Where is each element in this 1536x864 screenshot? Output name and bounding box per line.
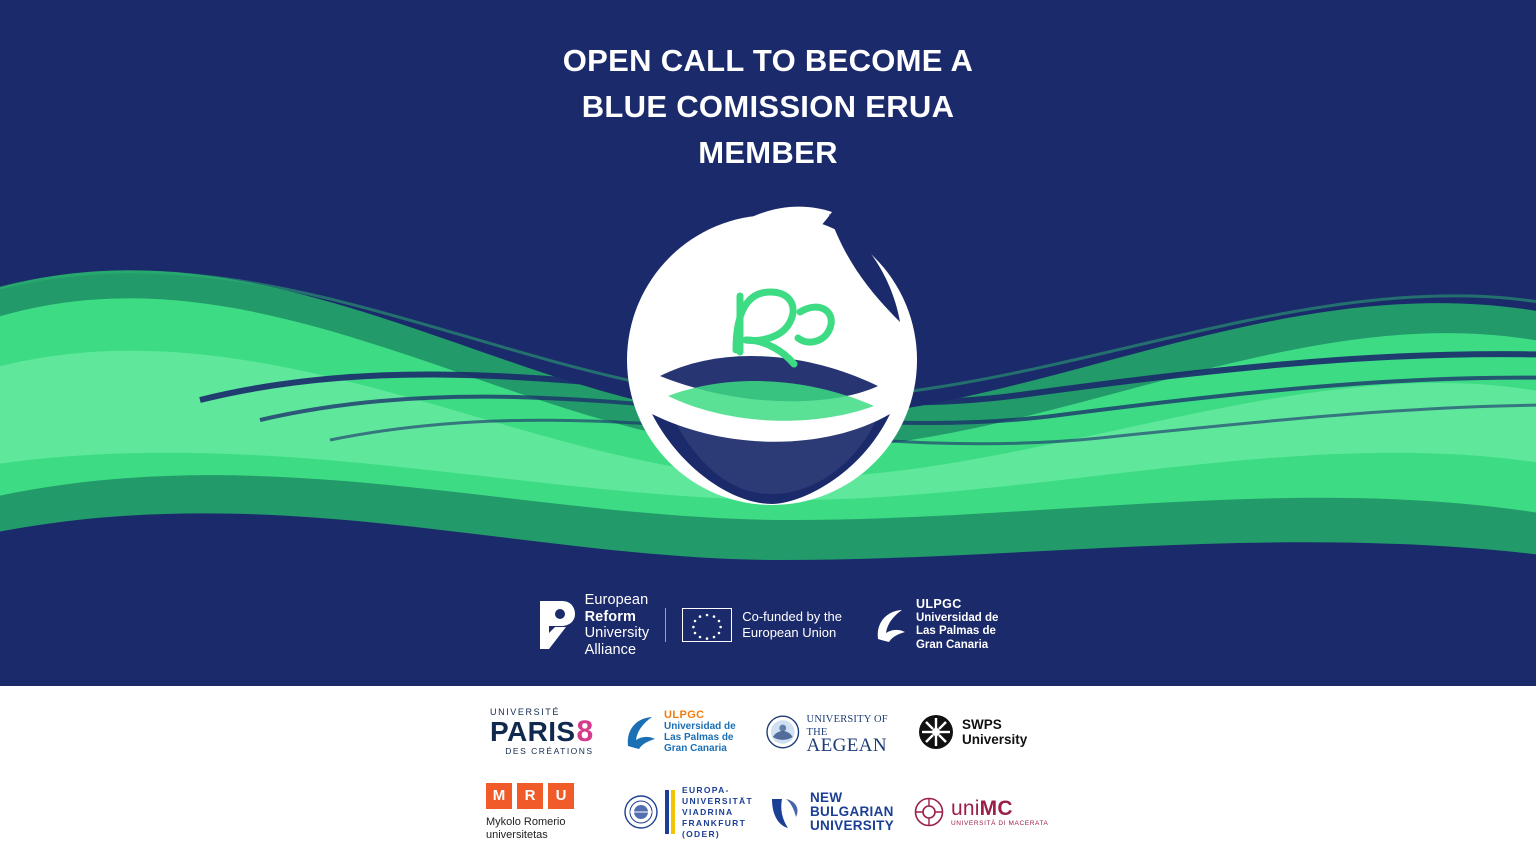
viadrina-line-2: UNIVERSITÄT xyxy=(682,795,753,806)
unimc-main-b: MC xyxy=(979,796,1013,820)
ulpgc-line-3: Las Palmas de xyxy=(664,732,734,743)
ulpgc-line-4: Gran Canaria xyxy=(664,743,727,754)
viadrina-line-3: VIADRINA xyxy=(682,806,734,817)
erua-line-1: European xyxy=(584,592,649,608)
paris8-main-text: PARIS xyxy=(490,716,576,748)
ulpgc-line-1: ULPGC xyxy=(664,709,705,721)
eu-line-1: Co-funded by the xyxy=(742,609,842,624)
ulpgc-logo-white xyxy=(858,598,998,652)
swps-mark-icon xyxy=(918,714,954,750)
unimc-sub: UNIVERSITÀ DI MACERATA xyxy=(951,819,1049,827)
mru-letter-boxes xyxy=(486,783,574,809)
swps-line-1: SWPS xyxy=(962,717,1002,732)
viadrina-line-1: EUROPA- xyxy=(682,784,730,795)
ulpgc-white-line-2: Universidad de xyxy=(915,611,999,624)
ulpgc-white-line-4: Gran Canaria xyxy=(915,638,989,651)
nbu-line-2: BULGARIAN xyxy=(810,804,894,819)
partner-logo-new-bulgarian-university xyxy=(760,774,910,850)
partner-logo-universite-paris-8 xyxy=(468,694,618,770)
erua-line-2: Reform xyxy=(584,608,636,625)
mru-letter-m: M xyxy=(486,783,512,809)
mru-letter-r: R xyxy=(517,783,543,809)
funder-logo-row xyxy=(0,580,1536,670)
erua-logo-text xyxy=(585,592,650,658)
eu-cofunded-text xyxy=(742,609,842,641)
ulpgc-line-2: Universidad de xyxy=(664,721,736,732)
title-line-2: BLUE COMISSION ERUA xyxy=(581,89,955,124)
partner-logo-strip xyxy=(0,686,1536,864)
aegean-line-1: UNIVERSITY OF THE xyxy=(806,713,888,738)
nbu-line-1: NEW xyxy=(810,790,843,805)
erua-logo xyxy=(538,592,666,658)
nbu-line-3: UNIVERSITY xyxy=(810,818,895,833)
ulpgc-white-line-1: ULPGC xyxy=(915,597,962,611)
paris8-accent-8: 8 xyxy=(576,715,594,749)
unimc-seal-icon xyxy=(914,797,944,827)
mru-line-1: Mykolo Romerio xyxy=(486,815,566,828)
ulpgc-mark-icon xyxy=(624,714,658,750)
title-line-3: MEMBER xyxy=(698,135,838,170)
unimc-main-a: uni xyxy=(951,796,980,820)
ulpgc-white-line-3: Las Palmas de xyxy=(915,625,996,637)
eu-cofunded-logo xyxy=(665,608,858,642)
partner-logo-universita-di-macerata xyxy=(910,774,1060,850)
viadrina-line-5: (ODER) xyxy=(682,828,721,839)
swps-line-2: University xyxy=(962,732,1028,747)
eu-flag-icon xyxy=(682,608,732,642)
viadrina-line-4: FRANKFURT xyxy=(682,817,747,828)
paris8-sub-text: DES CRÉATIONS xyxy=(505,746,594,757)
partner-row-2 xyxy=(468,774,1068,850)
ulpgc-logo-white-text xyxy=(916,598,998,652)
partner-logo-europa-universitaet-viadrina xyxy=(618,774,760,850)
viadrina-seal-icon xyxy=(624,795,658,829)
paris8-top-text: UNIVERSITÉ xyxy=(490,707,561,718)
page-title xyxy=(0,38,1536,176)
aegean-line-2: AEGEAN xyxy=(806,734,888,756)
partner-logo-swps-university xyxy=(910,694,1060,770)
partner-logo-ulpgc xyxy=(618,694,760,770)
partner-logo-university-of-the-aegean xyxy=(760,694,910,770)
erua-mark-icon xyxy=(538,599,576,651)
erua-line-4: Alliance xyxy=(584,641,637,658)
eu-line-2: European Union xyxy=(742,625,837,640)
mru-line-2: universitetas xyxy=(486,828,548,841)
mru-letter-u: U xyxy=(548,783,574,809)
viadrina-color-bars xyxy=(665,790,675,834)
ulpgc-mark-icon xyxy=(874,607,908,643)
blue-commission-erua-emblem xyxy=(624,200,920,510)
partner-logo-mykolas-romeris-university xyxy=(468,774,618,850)
nbu-mark-icon xyxy=(766,793,802,831)
aegean-seal-icon xyxy=(766,715,800,749)
erua-line-3: University xyxy=(584,625,650,641)
partner-row-1 xyxy=(468,694,1068,770)
title-line-1: OPEN CALL TO BECOME A xyxy=(562,43,974,78)
